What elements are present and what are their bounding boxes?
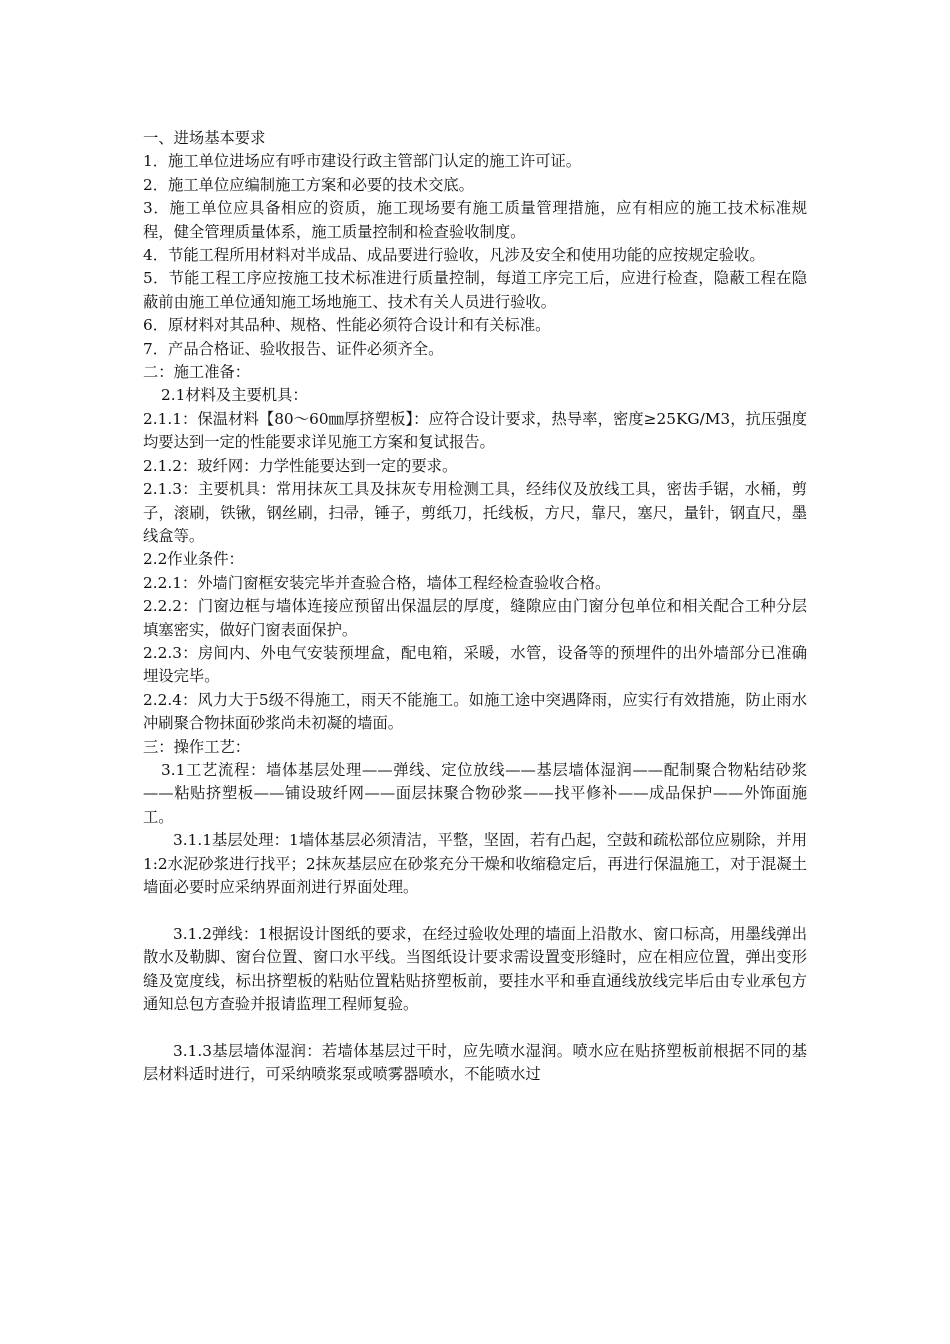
paragraph: 6．原材料对其品种、规格、性能必须符合设计和有关标准。 — [143, 316, 551, 335]
paragraph: 3.1工艺流程：墙体基层处理——弹线、定位放线——基层墙体湿润——配制聚合物粘结砂浆——粘贴挤塑板——铺设玻纤网——面层抹聚合物砂浆——找平修补——成品保护——外饰面施工。 — [143, 760, 807, 826]
paragraph: 7．产品合格证、验收报告、证件必须齐全。 — [143, 339, 444, 358]
paragraph: 2.1.2：玻纤网：力学性能要达到一定的要求。 — [143, 456, 458, 475]
paragraph: 一、进场基本要求 — [143, 129, 266, 147]
paragraph: 2.1材料及主要机具： — [161, 386, 308, 405]
paragraph: 2.2.1：外墙门窗框安装完毕并查验合格，墙体工程经检查验收合格。 — [143, 573, 611, 592]
document-body — [143, 127, 807, 1087]
blank-line — [143, 899, 807, 922]
paragraph: 2.1.1：保温材料【80～60㎜厚挤塑板】：应符合设计要求，热导率，密度≥25KG/M3，抗压强度均要达到一定的性能要求详见施工方案和复试报告。 — [143, 409, 807, 452]
paragraph: 2.2.2：门窗边框与墙体连接应预留出保温层的厚度，缝隙应由门窗分包单位和相关配合工种分层填塞密实，做好门窗表面保护。 — [143, 597, 807, 639]
paragraph: 2.2.4：风力大于5级不得施工，雨天不能施工。如施工途中突遇降雨，应实行有效措施，防止雨水冲刷聚合物抹面砂浆尚未初凝的墙面。 — [143, 690, 807, 733]
paragraph: 三：操作工艺： — [143, 737, 251, 756]
paragraph: 2.2.3：房间内、外电气安装预埋盒，配电箱，采暖，水管，设备等的预埋件的出外墙部分已准确埋设完毕。 — [143, 643, 807, 686]
paragraph: 3.1.2弹线：1根据设计图纸的要求，在经过验收处理的墙面上沿散水、窗口标高，用墨线弹出散水及勒脚、窗台位置、窗口水平线。当图纸设计要求需设置变形缝时，应在相应位置，弹出变形缝及宽度线，标出挤塑板的粘贴位置粘贴挤塑板前，要挂水平和垂直通线放线完毕后由专业承包方通知总包方查验并报请监理工程师复验。 — [143, 924, 807, 1014]
paragraph: 2.1.3：主要机具：常用抹灰工具及抹灰专用检测工具，经纬仪及放线工具，密齿手锯，水桶，剪子，滚刷，铁锹，钢丝刷，扫帚，锤子，剪纸刀，托线板，方尺，靠尺，塞尺，量针，钢直尺，墨线盒等。 — [143, 480, 807, 545]
blank-line — [143, 1016, 807, 1039]
paragraph: 1．施工单位进场应有呼市建设行政主管部门认定的施工许可证。 — [143, 152, 582, 171]
paragraph: 3.1.1基层处理：1墙体基层必须清洁，平整，坚固，若有凸起，空鼓和疏松部位应剔除，并用1:2水泥砂浆进行找平；2抹灰基层应在砂浆充分干燥和收缩稳定后，再进行保温施工，对于混凝土墙面必要时应采纳界面剂进行界面处理。 — [143, 831, 807, 896]
paragraph: 3.1.3基层墙体湿润：若墙体基层过干时，应先喷水湿润。喷水应在贴挤塑板前根据不同的基层材料适时进行，可采纳喷浆泵或喷雾器喷水，不能喷水过 — [143, 1041, 807, 1084]
paragraph: 2．施工单位应编制施工方案和必要的技术交底。 — [143, 175, 474, 194]
paragraph: 3．施工单位应具备相应的资质，施工现场要有施工质量管理措施，应有相应的施工技术标准规程，健全管理质量体系，施工质量控制和检查验收制度。 — [143, 199, 807, 241]
paragraph: 二：施工准备： — [143, 363, 251, 382]
paragraph: 5．节能工程工序应按施工技术标准进行质量控制，每道工序完工后，应进行检查，隐蔽工程在隐蔽前由施工单位通知施工场地施工、技术有关人员进行验收。 — [143, 269, 807, 311]
paragraph: 4．节能工程所用材料对半成品、成品要进行验收，凡涉及安全和使用功能的应按规定验收。 — [143, 246, 765, 265]
paragraph: 2.2作业条件： — [143, 550, 244, 569]
